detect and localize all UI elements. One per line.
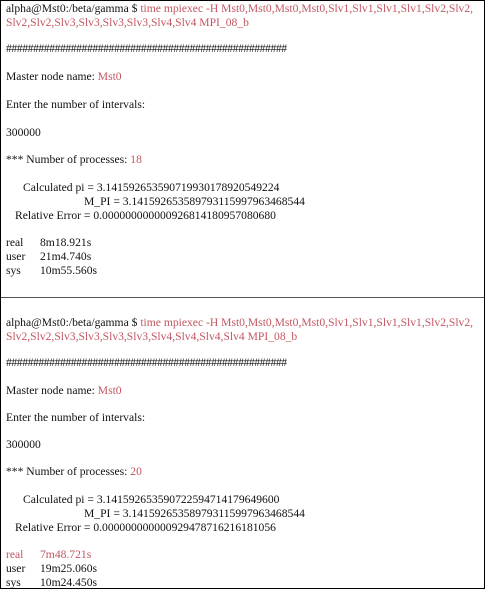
- intervals-prompt: Enter the number of intervals:: [6, 411, 146, 424]
- master-node-line: [6, 384, 122, 398]
- time-user-value: 19m25.060s: [40, 562, 98, 575]
- mpiexec-command-continued: Slv2,Slv2,Slv3,Slv3,Slv3,Slv3,Slv4,Slv4,Slv4,Slv4 MPI_08_b: [6, 330, 298, 343]
- time-real-line: [6, 548, 91, 562]
- m-pi: M_PI = 3.141592653589793115997963468544: [84, 195, 305, 208]
- time-user-line: [6, 250, 91, 264]
- time-real-value: 8m18.921s: [40, 236, 92, 249]
- time-sys-value: 10m24.450s: [40, 576, 98, 589]
- command-line-2: [6, 316, 473, 330]
- process-count-label: *** Number of processes:: [6, 153, 128, 166]
- time-sys-line: [6, 576, 97, 589]
- relative-error: Relative Error = 0.000000000000929478716216181056: [15, 521, 276, 534]
- time-real-line: [6, 236, 91, 250]
- intervals-value: 300000: [6, 438, 41, 451]
- process-count-value: 20: [130, 465, 142, 478]
- intervals-prompt: Enter the number of intervals:: [6, 98, 146, 111]
- mpiexec-command: time mpiexec -H Mst0,Mst0,Mst0,Mst0,Slv1,Slv1,Slv1,Slv1,Slv2,Slv2,: [140, 316, 474, 329]
- time-user-label: user: [6, 562, 26, 575]
- relative-error: Relative Error = 0.000000000000926814180957080680: [15, 209, 276, 222]
- time-user-value: 21m4.740s: [40, 250, 92, 263]
- master-node-value: Mst0: [97, 70, 122, 83]
- time-real-label: real: [6, 236, 24, 249]
- time-real-label: real: [6, 548, 24, 561]
- intervals-value: 300000: [6, 126, 41, 139]
- time-user-label: user: [6, 250, 26, 263]
- process-count-line: [6, 153, 142, 167]
- time-sys-value: 10m55.560s: [40, 264, 98, 277]
- time-sys-line: [6, 264, 97, 278]
- shell-prompt: alpha@Mst0:/beta/gamma $: [6, 316, 138, 329]
- mpiexec-command-continued: Slv2,Slv2,Slv3,Slv3,Slv3,Slv3,Slv4,Slv4 MPI_08_b: [6, 16, 249, 29]
- calculated-pi: Calculated pi = 3.141592653590722594714179649600: [23, 493, 280, 506]
- process-count-line: [6, 465, 142, 479]
- process-count-label: *** Number of processes:: [6, 465, 128, 478]
- command-line-1: [6, 2, 473, 16]
- mpiexec-command: time mpiexec -H Mst0,Mst0,Mst0,Mst0,Slv1,Slv1,Slv1,Slv1,Slv2,Slv2,: [140, 2, 474, 15]
- hash-separator: ####################################################: [6, 42, 287, 55]
- section-divider: [1, 297, 484, 298]
- master-node-label: Master node name:: [6, 70, 95, 83]
- time-sys-label: sys: [6, 264, 21, 277]
- time-sys-label: sys: [6, 576, 21, 589]
- master-node-line: [6, 70, 122, 84]
- time-user-line: [6, 562, 97, 576]
- process-count-value: 18: [130, 153, 142, 166]
- master-node-label: Master node name:: [6, 384, 95, 397]
- m-pi: M_PI = 3.141592653589793115997963468544: [84, 507, 305, 520]
- master-node-value: Mst0: [97, 384, 122, 397]
- hash-separator: ####################################################: [6, 356, 287, 369]
- calculated-pi: Calculated pi = 3.141592653590719930178920549224: [23, 181, 280, 194]
- time-real-value: 7m48.721s: [40, 548, 92, 561]
- shell-prompt: alpha@Mst0:/beta/gamma $: [6, 2, 138, 15]
